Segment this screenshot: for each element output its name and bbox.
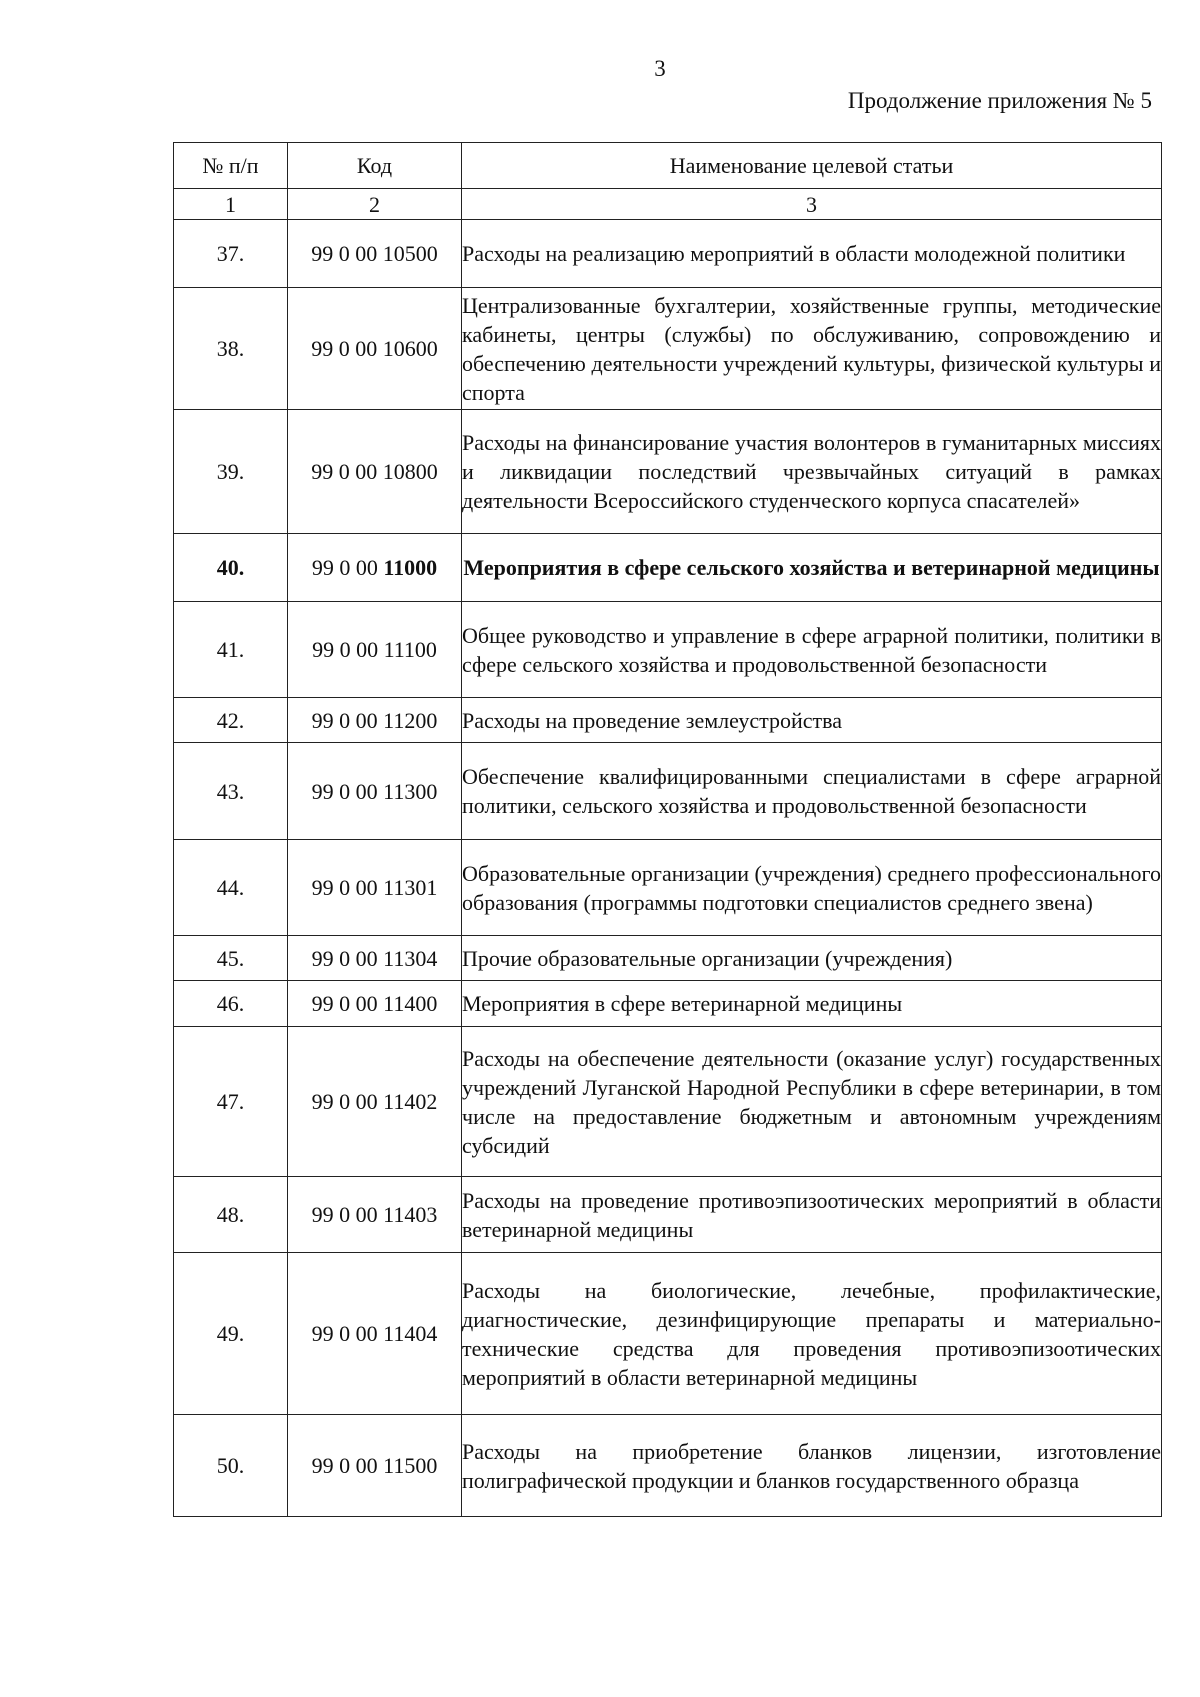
row-code: 99 0 00 10800: [288, 410, 462, 534]
row-code: [288, 534, 462, 602]
target-articles-table: [173, 142, 1162, 1517]
row-number: 44.: [174, 840, 288, 936]
column-number-1: 1: [174, 189, 288, 220]
header-name: Наименование целевой статьи: [462, 143, 1162, 189]
row-number: 41.: [174, 602, 288, 698]
row-code-bold-part: 11000: [383, 555, 438, 580]
row-code: 99 0 00 11400: [288, 981, 462, 1027]
row-number: 48.: [174, 1177, 288, 1253]
header-number: № п/п: [174, 143, 288, 189]
row-name: Расходы на реализацию мероприятий в области молодежной политики: [462, 220, 1162, 288]
row-name: Обеспечение квалифицированными специалистами в сфере аграрной политики, сельского хозяйства и продовольственной безопасности: [462, 743, 1162, 840]
row-number: 40.: [174, 534, 288, 602]
row-number: 46.: [174, 981, 288, 1027]
row-name: Расходы на финансирование участия волонтеров в гуманитарных миссиях и ликвидации последствий чрезвычайных ситуаций в рамках деятельности Всероссийского студенческого корпуса спасателей»: [462, 410, 1162, 534]
column-number-3: 3: [462, 189, 1162, 220]
row-number: 42.: [174, 698, 288, 743]
header-code: Код: [288, 143, 462, 189]
row-number: 38.: [174, 288, 288, 410]
table-row: [174, 981, 1162, 1027]
column-number-2: 2: [288, 189, 462, 220]
appendix-continuation-label: Продолжение приложения № 5: [847, 88, 1152, 113]
row-name: Образовательные организации (учреждения) среднего профессионального образования (программы подготовки специалистов среднего звена): [462, 840, 1162, 936]
table-row: [174, 288, 1162, 410]
row-number: 45.: [174, 936, 288, 981]
row-code: 99 0 00 10500: [288, 220, 462, 288]
table-row: [174, 1177, 1162, 1253]
row-name: Расходы на проведение землеустройства: [462, 698, 1162, 743]
row-code: 99 0 00 11300: [288, 743, 462, 840]
row-code: 99 0 00 11200: [288, 698, 462, 743]
row-number: 39.: [174, 410, 288, 534]
row-code: 99 0 00 11403: [288, 1177, 462, 1253]
table-row-section: [174, 534, 1162, 602]
row-number: 47.: [174, 1027, 288, 1177]
table-row: [174, 1415, 1162, 1517]
table-row: [174, 1253, 1162, 1415]
row-code: 99 0 00 11100: [288, 602, 462, 698]
table-row: [174, 220, 1162, 288]
row-name: Централизованные бухгалтерии, хозяйственные группы, методические кабинеты, центры (службы) по обслуживанию, сопровождению и обеспечению деятельности учреждений культуры, физической культуры и спорта: [462, 288, 1162, 410]
table-row: [174, 1027, 1162, 1177]
row-code: 99 0 00 11301: [288, 840, 462, 936]
row-name: Расходы на биологические, лечебные, профилактические, диагностические, дезинфицирующие препараты и материально-технические средства для проведения противоэпизоотических мероприятий в области ветеринарной медицины: [462, 1253, 1162, 1415]
row-name: Расходы на проведение противоэпизоотических мероприятий в области ветеринарной медицины: [462, 1177, 1162, 1253]
table-row: [174, 936, 1162, 981]
page-number: 3: [654, 56, 666, 81]
table-row: [174, 410, 1162, 534]
row-name: Расходы на приобретение бланков лицензии, изготовление полиграфической продукции и бланков государственного образца: [462, 1415, 1162, 1517]
row-number: 37.: [174, 220, 288, 288]
row-name: Расходы на обеспечение деятельности (оказание услуг) государственных учреждений Луганской Народной Республики в сфере ветеринарии, в том числе на предоставление бюджетным и автономным учреждениям субсидий: [462, 1027, 1162, 1177]
row-number: 49.: [174, 1253, 288, 1415]
row-code-prefix: 99 0 00: [311, 555, 384, 580]
row-code: 99 0 00 10600: [288, 288, 462, 410]
column-number-row: [174, 189, 1162, 220]
row-code: 99 0 00 11304: [288, 936, 462, 981]
table-row: [174, 602, 1162, 698]
table-row: [174, 698, 1162, 743]
row-name: Общее руководство и управление в сфере аграрной политики, политики в сфере сельского хозяйства и продовольственной безопасности: [462, 602, 1162, 698]
row-code: 99 0 00 11404: [288, 1253, 462, 1415]
row-name: Мероприятия в сфере ветеринарной медицины: [462, 981, 1162, 1027]
row-number: 50.: [174, 1415, 288, 1517]
row-number: 43.: [174, 743, 288, 840]
table-row: [174, 743, 1162, 840]
row-code: 99 0 00 11402: [288, 1027, 462, 1177]
row-name: Мероприятия в сфере сельского хозяйства и ветеринарной медицины: [462, 534, 1162, 602]
row-name: Прочие образовательные организации (учреждения): [462, 936, 1162, 981]
table-header-row: [174, 143, 1162, 189]
row-code: 99 0 00 11500: [288, 1415, 462, 1517]
table-row: [174, 840, 1162, 936]
